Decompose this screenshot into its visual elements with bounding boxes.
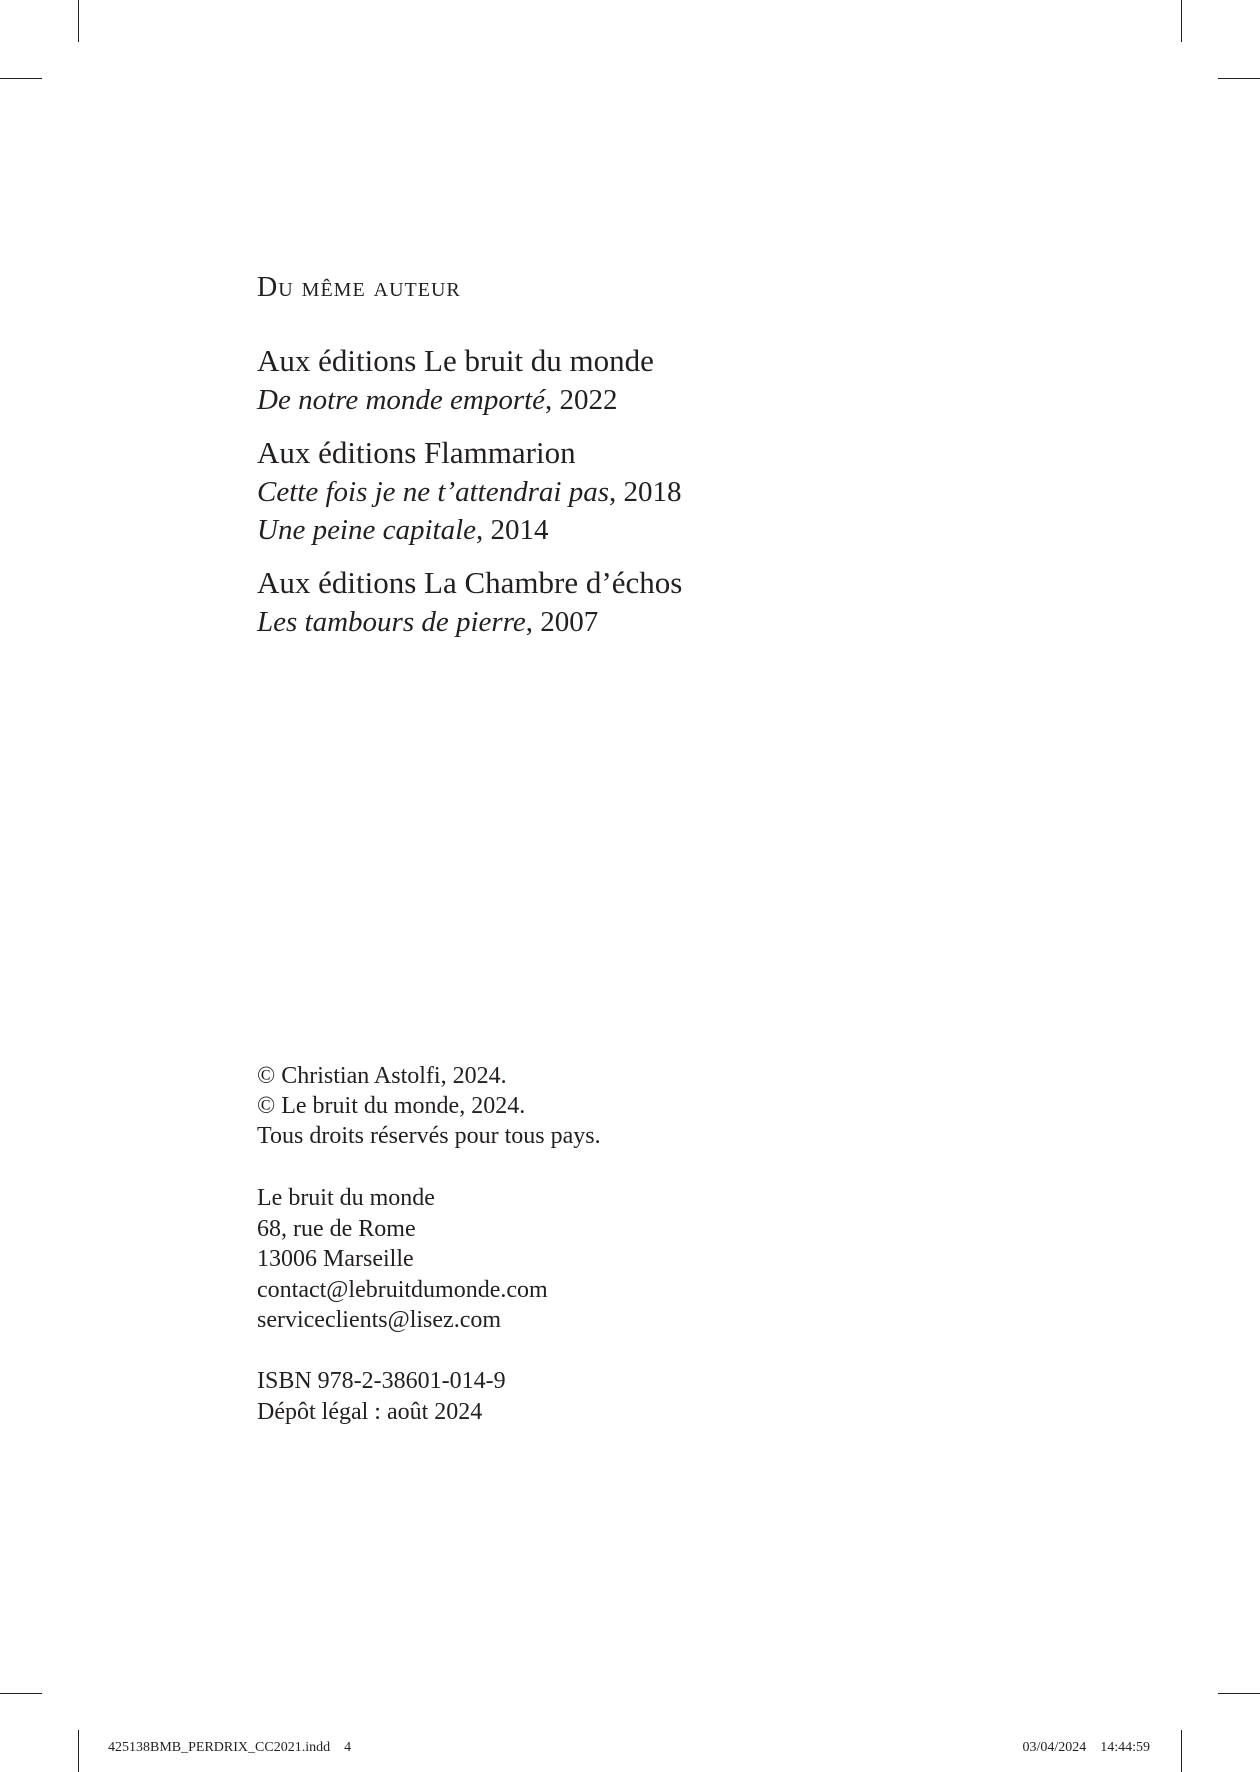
work-entry [257, 381, 682, 419]
publisher-name: Aux éditions Le bruit du monde [257, 343, 654, 378]
publisher-name: Aux éditions Flammarion [257, 435, 576, 470]
address-line: 68, rue de Rome [257, 1215, 416, 1242]
crop-mark-bottom-left-horizontal [0, 1693, 42, 1694]
publisher-address [257, 1183, 548, 1336]
work-title: Cette fois je ne t’attendrai pas [257, 476, 609, 508]
slug-time: 14:44:59 [1100, 1740, 1150, 1755]
crop-mark-top-left [78, 0, 79, 42]
work-year: , 2014 [476, 514, 549, 546]
work-title: Une peine capitale [257, 514, 477, 546]
crop-mark-bottom-right [1181, 1730, 1182, 1772]
address-line: 13006 Marseille [257, 1246, 414, 1272]
publisher-name: Aux éditions La Chambre d’échos [257, 565, 683, 600]
work-title: Les tambours de pierre [257, 606, 526, 638]
legal-info [257, 1366, 506, 1428]
legal-deposit: Dépôt légal : août 2024 [257, 1399, 483, 1425]
crop-mark-bottom-right-horizontal [1218, 1693, 1260, 1694]
publisher-group [257, 341, 682, 419]
work-entry [257, 473, 682, 511]
work-entry [257, 511, 682, 549]
print-slug-file [108, 1740, 351, 1756]
work-title: De notre monde emporté [257, 384, 546, 416]
copyright-notice [257, 1061, 601, 1151]
isbn: ISBN 978-2-38601-014-9 [257, 1368, 506, 1394]
work-year: , 2018 [608, 476, 682, 508]
crop-mark-top-right [1181, 0, 1182, 42]
bibliography-list [257, 341, 682, 655]
slug-page-number: 4 [344, 1740, 352, 1755]
copyright-line: Tous droits réservés pour tous pays. [257, 1123, 601, 1149]
publisher-group [257, 433, 682, 549]
crop-mark-bottom-left [78, 1730, 79, 1772]
same-author-heading: Du même auteur [257, 272, 461, 303]
slug-filename: 425138BMB_PERDRIX_CC2021.indd [108, 1740, 331, 1755]
copyright-line: © Le bruit du monde, 2024. [257, 1093, 526, 1119]
print-slug-timestamp [1022, 1740, 1150, 1756]
service-email: serviceclients@lisez.com [257, 1307, 502, 1333]
crop-mark-top-right-horizontal [1218, 78, 1260, 79]
contact-email: contact@lebruitdumonde.com [257, 1276, 548, 1303]
work-entry [257, 603, 682, 641]
work-year: , 2007 [525, 606, 599, 638]
address-line: Le bruit du monde [257, 1185, 435, 1211]
work-year: , 2022 [545, 384, 618, 416]
copyright-line: © Christian Astolfi, 2024. [257, 1063, 507, 1089]
crop-mark-top-left-horizontal [0, 78, 42, 79]
publisher-group [257, 563, 682, 641]
slug-date: 03/04/2024 [1022, 1740, 1087, 1755]
